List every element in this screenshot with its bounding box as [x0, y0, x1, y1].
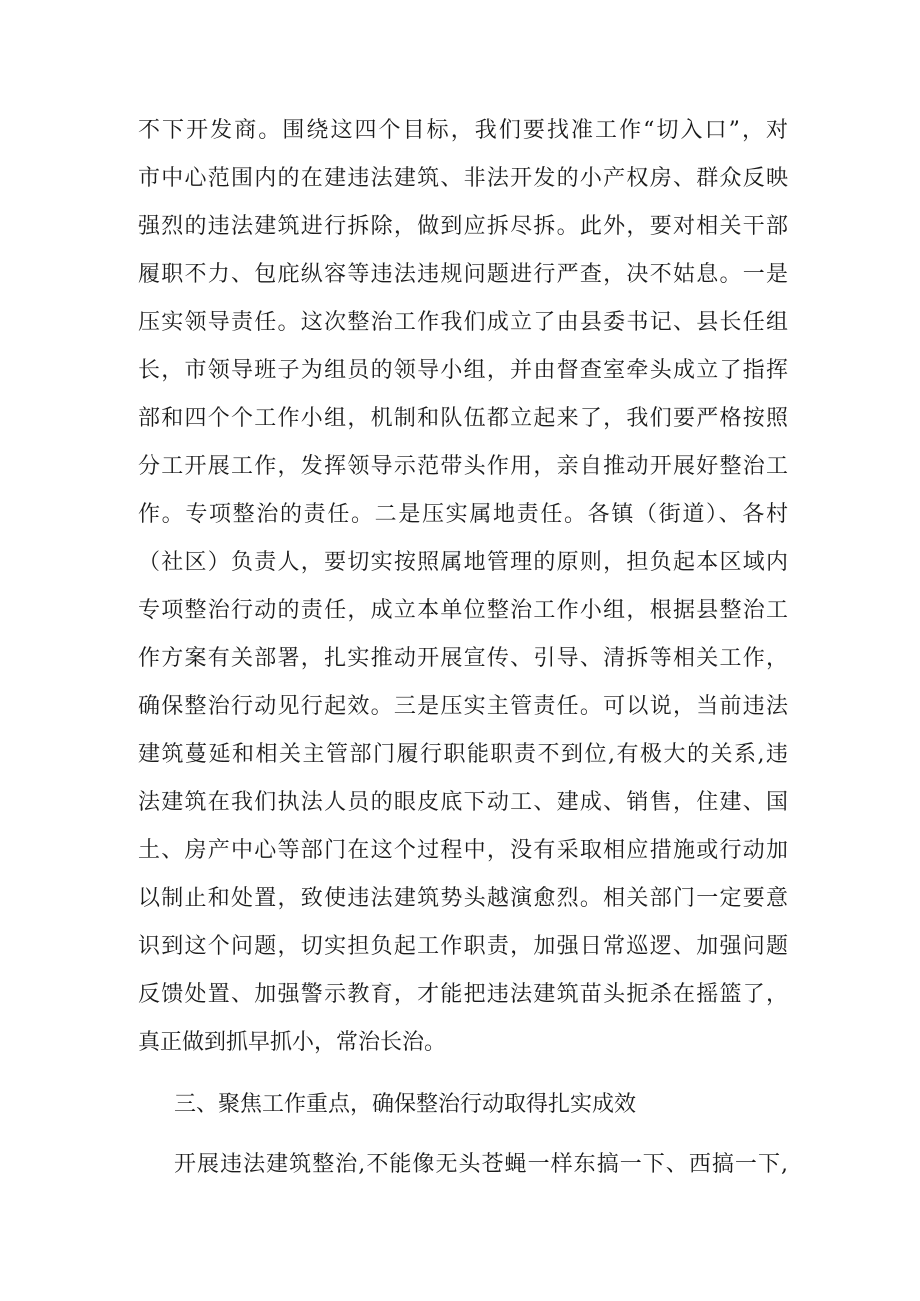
- paragraph-line: 强烈的违法建筑进行拆除，做到应拆尽拆。此外，要对相关干部: [138, 214, 788, 239]
- paragraph-line: 不下开发商。围绕这四个目标，我们要找准工作“切入口”，对: [138, 118, 788, 143]
- paragraph-line: 开展违法建筑整治,不能像无头苍蝇一样东搞一下、西搞一下,: [174, 1152, 788, 1177]
- paragraph-line: 分工开展工作，发挥领导示范带头作用，亲自推动开展好整治工: [138, 454, 788, 479]
- paragraph-line: （社区）负责人，要切实按照属地管理的原则，担负起本区域内: [138, 550, 788, 575]
- paragraph-line: 市中心范围内的在建违法建筑、非法开发的小产权房、群众反映: [138, 166, 788, 191]
- paragraph-line: 法建筑在我们执法人员的眼皮底下动工、建成、销售，住建、国: [138, 790, 788, 815]
- paragraph-line: 专项整治行动的责任，成立本单位整治工作小组，根据县整治工: [138, 598, 788, 623]
- paragraph-line: 部和四个个工作小组，机制和队伍都立起来了，我们要严格按照: [138, 406, 788, 431]
- paragraph-line: 真正做到抓早抓小，常治长治。: [138, 1030, 447, 1055]
- paragraph-line: 识到这个问题，切实担负起工作职责，加强日常巡逻、加强问题: [138, 934, 788, 959]
- paragraph-line: 确保整治行动见行起效。三是压实主管责任。可以说，当前违法: [138, 694, 788, 719]
- paragraph-line: 压实领导责任。这次整治工作我们成立了由县委书记、县长任组: [138, 310, 788, 335]
- paragraph-line: 作方案有关部署，扎实推动开展宣传、引导、清拆等相关工作，: [138, 646, 788, 671]
- paragraph-line: 长，市领导班子为组员的领导小组，并由督查室牵头成立了指挥: [138, 358, 788, 383]
- paragraph-line: 土、房产中心等部门在这个过程中，没有采取相应措施或行动加: [138, 838, 788, 863]
- paragraph-line: 以制止和处置，致使违法建筑势头越演愈烈。相关部门一定要意: [138, 886, 788, 911]
- paragraph-line: 履职不力、包庇纵容等违法违规问题进行严查，决不姑息。一是: [138, 262, 788, 287]
- section-heading: 三、聚焦工作重点，确保整治行动取得扎实成效: [174, 1092, 637, 1117]
- paragraph-line: 反馈处置、加强警示教育，才能把违法建筑苗头扼杀在摇篮了，: [138, 982, 788, 1007]
- paragraph-line: 建筑蔓延和相关主管部门履行职能职责不到位,有极大的关系,违: [138, 742, 788, 767]
- paragraph-line: 作。专项整治的责任。二是压实属地责任。各镇（街道）、各村: [138, 502, 788, 527]
